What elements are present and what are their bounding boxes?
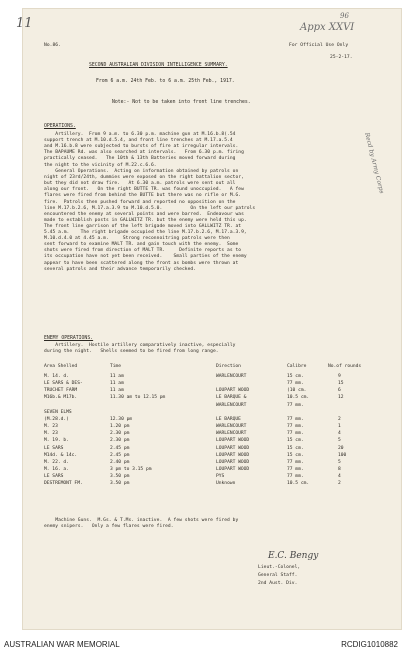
cell-calibre: 15 cm. — [287, 452, 304, 458]
cell-time: 1.20 pm — [110, 424, 130, 430]
table-row — [44, 481, 394, 487]
classification: For Official Use Only — [289, 43, 349, 48]
note-line: Note:- Not to be taken into front line trenches. — [112, 100, 251, 105]
cell-direction: LOUPART WOOD — [216, 466, 250, 472]
typed-line: 5.45 a.m. The right brigade occupied the line M.17.b.2.6, M.17.a.3.9, — [44, 230, 247, 235]
cell-area: M. 22. d. — [44, 459, 69, 465]
period-line: From 6 a.m. 24th Feb. to 6 a.m. 25th Feb., 1917. — [96, 79, 235, 84]
typed-line: General Operations. Acting on information obtained by patrols on — [44, 169, 239, 174]
cell-rounds: 4 — [338, 431, 341, 437]
table-row — [44, 474, 394, 480]
cell-time: 3.50 pm — [110, 474, 130, 480]
cell-rounds: 1 — [338, 424, 341, 430]
typed-line: appear to have been scattered along the front as bombs were thrown at — [44, 260, 239, 266]
typed-line: but they did not draw fire. At 6.30 a.m. patrols were sent out all — [44, 181, 236, 187]
cell-area: M14d. & 14c. — [44, 452, 78, 458]
cell-direction: WARLENCOURT — [216, 424, 247, 430]
cell-area: LE SARS — [44, 474, 64, 480]
cell-rounds: 6 — [338, 388, 341, 394]
cell-rounds: 100 — [338, 452, 347, 458]
footer-institution: AUSTRALIAN WAR MEMORIAL — [4, 640, 120, 649]
table-row — [44, 460, 394, 466]
cell-calibre: 77 mm. — [287, 416, 304, 422]
cell-area: M. 16. a. — [44, 466, 69, 472]
cell-direction: WARLENCOURT — [216, 431, 247, 437]
cell-direction: LE BARQUE — [216, 416, 241, 422]
table-row — [44, 446, 394, 452]
table-row — [44, 403, 394, 409]
typed-line: Artillery. From 9 a.m. to 6.30 p.m. machine gun at M.16.b.8(.54 — [44, 132, 236, 137]
table-row — [44, 410, 394, 416]
typed-line: several patrols and their advance temporarily checked. — [44, 266, 197, 272]
margin-note-annotation: Recd by Army Corps — [363, 132, 386, 195]
cell-rounds: 4 — [338, 474, 341, 480]
cell-direction: WARLENCOURT — [216, 402, 247, 408]
cell-direction: PYS — [216, 474, 225, 480]
table-row — [44, 467, 394, 473]
reference-annotation-top: 96 — [340, 12, 349, 20]
cell-rounds: 15 — [338, 381, 344, 387]
cell-rounds: 2 — [338, 416, 341, 422]
typed-line: Artillery. Hostile artillery comparatively inactive, especially — [44, 343, 236, 348]
cell-direction: Unknown — [216, 481, 236, 487]
cell-rounds: 12 — [338, 395, 344, 401]
typed-line: M.10.d.4.0 at 4.45 a.m. Strong reconnoitring patrols were then — [44, 236, 230, 242]
typed-line: during the night. Shells seemed to be fired from long range. — [44, 349, 219, 355]
typed-line: line M.17.b.2.6, M.17.a.3.9 to M.10.d.5.0. On the left our patrols — [44, 205, 256, 211]
typed-line: The BAPAUME Rd. was also searched at intervals. From 6.30 p.m. firing — [44, 150, 244, 156]
page-number-annotation: 11 — [16, 16, 33, 31]
table-row — [44, 438, 394, 444]
table-header-row — [44, 364, 394, 370]
typed-line: fire. Patrols then pushed forward and reported no opposition on the — [44, 199, 236, 205]
typed-line: enemy snipers. Only a few flares were fired. — [44, 524, 174, 530]
typed-line: and M.16.b.8 were subjected to bursts of fire at irregular intervals. — [44, 144, 239, 150]
document-date: 25-2-17. — [330, 55, 353, 60]
typed-line: shots were fired from direction of MALT TR. Definite reports as to — [44, 248, 242, 254]
operations-heading: OPERATIONS. — [44, 124, 76, 129]
cell-calibre: 77 mm. — [287, 381, 304, 387]
cell-time: 11 am — [110, 388, 124, 394]
cell-area: M. 19. b. — [44, 438, 69, 444]
cell-direction: LOUPART WOOD — [216, 388, 250, 394]
cell-area: SEVEN ELMS — [44, 409, 72, 415]
typed-line: flares were fired from behind the BUTTE but there was no rifle or M.G. — [44, 193, 242, 199]
typed-line: encountered the enemy at several points and were barred. Endeavour was — [44, 211, 244, 217]
cell-time: 12.30 pm — [110, 416, 133, 422]
cell-area: (M.28.d.) — [44, 416, 69, 422]
cell-rounds: 8 — [338, 466, 341, 472]
enemy-operations-heading: ENEMY OPERATIONS. — [44, 336, 94, 341]
cell-calibre: 15 cm. — [287, 438, 304, 444]
table-row — [44, 431, 394, 437]
cell-time: 2.30 pm — [110, 438, 130, 444]
cell-time: 2.45 pm — [110, 445, 130, 451]
table-row — [44, 424, 394, 430]
cell-rounds: 5 — [338, 459, 341, 465]
table-row — [44, 374, 394, 380]
signature-rank: Lieut.-Colonel, — [258, 565, 301, 570]
typed-line: support trench at M.10.d.5.4, and front line trenches at M.17.a.5.4 — [44, 138, 233, 144]
archive-footer — [0, 632, 404, 654]
typed-line: Machine Guns. M.Gs. & T.Ms. inactive. A few shots were fired by — [44, 518, 239, 523]
signature-role: General Staff. — [258, 573, 298, 578]
cell-area: M. 14. d. — [44, 374, 69, 379]
typed-line: along our front. On the right BUTTE TR. was found unoccupied. A few — [44, 187, 244, 193]
cell-calibre: 77 mm. — [287, 402, 304, 408]
cell-area: DESTREMONT FM. — [44, 481, 83, 487]
typed-line: the night to the vicinity of M.22.c.6.6. — [44, 162, 157, 168]
header-calibre: Calibre — [287, 364, 307, 369]
table-row — [44, 381, 394, 387]
cell-calibre: 15 cm. — [287, 374, 304, 379]
cell-rounds: 20 — [338, 445, 344, 451]
table-row — [44, 417, 394, 423]
typed-line: sent forward to examine MALT TR. and gain touch with the enemy. Some — [44, 242, 239, 248]
appendix-annotation: Appx XXVI — [300, 22, 355, 33]
cell-time: 11 am — [110, 381, 124, 387]
header-area: Area Shelled — [44, 364, 78, 369]
cell-direction: LOUPART WOOD — [216, 438, 250, 444]
cell-time: 11.30 am to 12.15 pm — [110, 395, 166, 401]
cell-direction: LE BARQUE & — [216, 395, 247, 401]
cell-calibre: 77 mm. — [287, 459, 304, 465]
header-direction: Direction — [216, 364, 241, 369]
typed-line: The front line garrison of the left brigade moved into GALLWITZ TR. at — [44, 223, 242, 229]
cell-calibre: 77 mm. — [287, 466, 304, 472]
cell-time: 3 pm to 3.15 pm — [110, 466, 152, 472]
cell-calibre: 10.5 cm. — [287, 481, 310, 487]
cell-area: M. 23 — [44, 431, 58, 437]
cell-area: M16b.& M17b. — [44, 395, 78, 401]
table-row — [44, 395, 394, 401]
typed-line: made to establish posts in GALLWITZ TR. but the enemy were held this up. — [44, 217, 247, 223]
cell-time: 11 am — [110, 374, 124, 379]
typed-line: its occupation have not yet been received. Small parties of the enemy — [44, 254, 247, 260]
cell-time: 2.40 pm — [110, 459, 130, 465]
signature-unit: 2nd Aust. Div. — [258, 581, 298, 586]
signature-scrawl: E.C. Bengy — [268, 551, 319, 561]
header-rounds: No.of rounds — [328, 364, 362, 369]
cell-area: LE SARS — [44, 445, 64, 451]
cell-calibre: (10 cm. — [287, 388, 307, 394]
table-row — [44, 453, 394, 459]
cell-direction: WARLENCOURT — [216, 374, 247, 379]
cell-calibre: 77 mm. — [287, 474, 304, 480]
cell-area: LE SARS & DES- — [44, 381, 83, 387]
cell-direction: LOUPART WOOD — [216, 459, 250, 465]
typed-line: practically ceased. The 10th & 13th Batteries moved forward during — [44, 156, 236, 162]
cell-time: 2.45 pm — [110, 452, 130, 458]
cell-rounds: 5 — [338, 438, 341, 444]
cell-direction: LOUPART WOOD — [216, 452, 250, 458]
cell-time: 2.30 pm — [110, 431, 130, 437]
cell-area: M. 23 — [44, 424, 58, 430]
cell-rounds: 9 — [338, 374, 341, 379]
cell-time: 3.50 pm — [110, 481, 130, 487]
cell-calibre: 77 mm. — [287, 424, 304, 430]
header-time: Time — [110, 364, 122, 369]
cell-direction: LOUPART WOOD — [216, 445, 250, 451]
typed-line: night of 23rd/24th, dummies were exposed on the right battalion sector, — [44, 175, 244, 181]
footer-record-id: RCDIG1010882 — [341, 640, 398, 649]
cell-calibre: 10.5 cm. — [287, 395, 310, 401]
summary-title: SECOND AUSTRALIAN DIVISION INTELLIGENCE SUMMARY. — [89, 63, 228, 68]
cell-area: TRUCHET FARM — [44, 388, 78, 394]
cell-calibre: 77 mm. — [287, 431, 304, 437]
cell-calibre: 15 cm. — [287, 445, 304, 451]
document-number: No.86. — [44, 43, 61, 48]
table-row — [44, 388, 394, 394]
cell-rounds: 2 — [338, 481, 341, 487]
